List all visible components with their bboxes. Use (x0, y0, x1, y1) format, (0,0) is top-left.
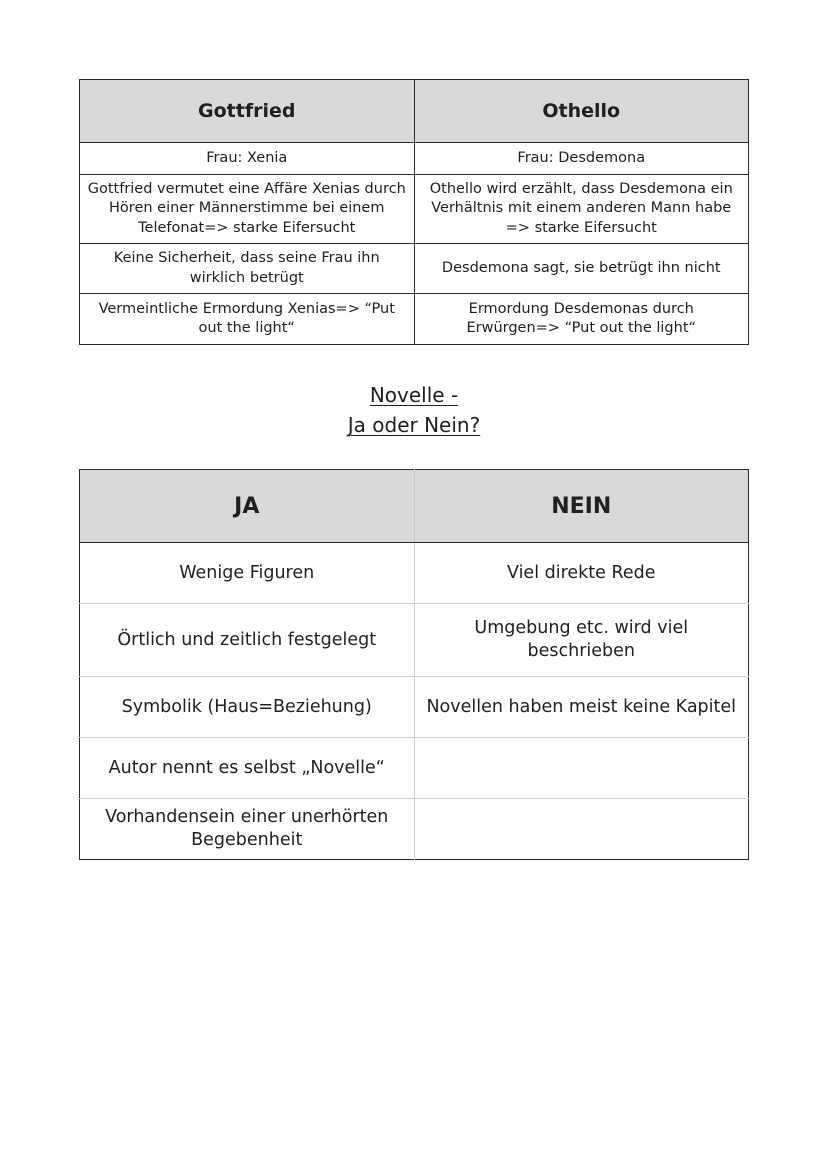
table-row (80, 143, 749, 175)
table-cell: Vorhandensein einer unerhörten Begebenheit (80, 799, 415, 860)
table-row (80, 738, 749, 799)
table-cell (414, 738, 749, 799)
table-cell: Örtlich und zeitlich festgelegt (80, 604, 415, 677)
table-cell: Wenige Figuren (80, 543, 415, 604)
table-cell: Novellen haben meist keine Kapitel (414, 677, 749, 738)
table-cell: Autor nennt es selbst „Novelle“ (80, 738, 415, 799)
table-cell: Umgebung etc. wird viel beschrieben (414, 604, 749, 677)
table-row (80, 294, 749, 345)
table-cell: Frau: Xenia (80, 143, 415, 175)
table-row (80, 799, 749, 860)
table-row (80, 604, 749, 677)
table-cell: Ermordung Desdemonas durch Erwürgen=> “Put out the light“ (414, 294, 749, 345)
table-cell (414, 799, 749, 860)
table-cell: Frau: Desdemona (414, 143, 749, 175)
table-cell: Othello wird erzählt, dass Desdemona ein Verhältnis mit einem anderen Mann habe => starke Eifersucht (414, 175, 749, 244)
section-heading (0, 380, 828, 440)
table-cell: Keine Sicherheit, dass seine Frau ihn wirklich betrügt (80, 244, 415, 294)
table-header-row (80, 80, 749, 143)
table-cell: Symbolik (Haus=Beziehung) (80, 677, 415, 738)
heading-line-2: Ja oder Nein? (347, 413, 481, 437)
table-cell: Vermeintliche Ermordung Xenias=> “Put out the light“ (80, 294, 415, 345)
table-cell: Desdemona sagt, sie betrügt ihn nicht (414, 244, 749, 294)
table-row (80, 543, 749, 604)
header-othello: Othello (414, 80, 749, 143)
novelle-table (79, 469, 749, 860)
table-header-row (80, 470, 749, 543)
comparison-table (79, 79, 749, 345)
table-row (80, 175, 749, 244)
header-nein: NEIN (414, 470, 749, 543)
table-cell: Gottfried vermutet eine Affäre Xenias durch Hören einer Männerstimme bei einem Telefonat=> starke Eifersucht (80, 175, 415, 244)
table-row (80, 677, 749, 738)
heading-line-1: Novelle - (369, 383, 459, 407)
header-ja: JA (80, 470, 415, 543)
table-cell: Viel direkte Rede (506, 562, 656, 583)
header-gottfried: Gottfried (80, 80, 415, 143)
table-row (80, 244, 749, 294)
